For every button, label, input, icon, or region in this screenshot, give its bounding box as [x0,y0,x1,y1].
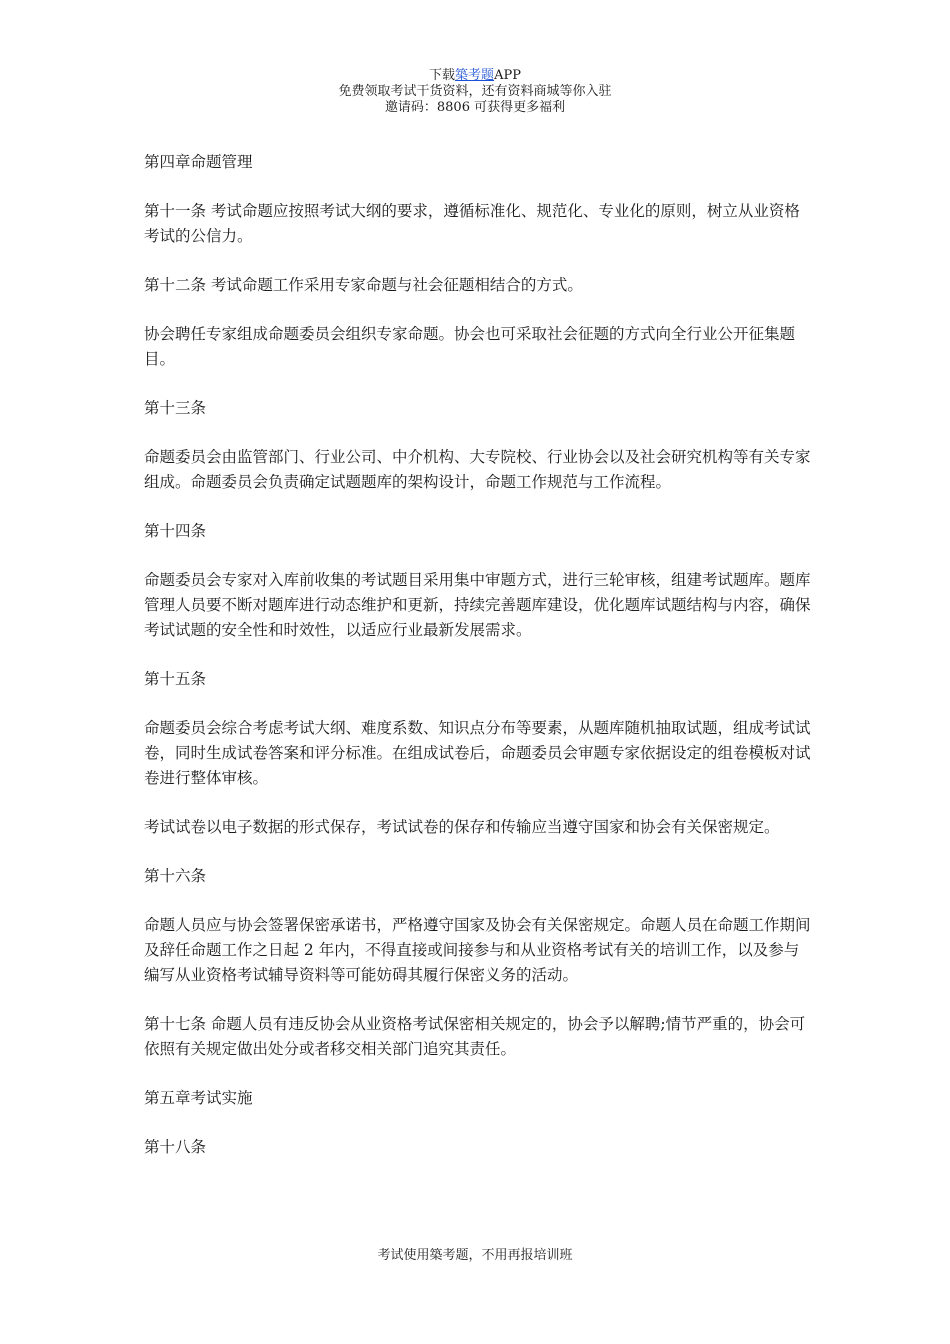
article-paragraph: 第十二条 考试命题工作采用专家命题与社会征题相结合的方式。 [144,276,583,294]
download-line [0,68,950,84]
chapter-heading: 第四章命题管理 [144,153,253,171]
article-paragraph: 协会聘任专家组成命题委员会组织专家命题。协会也可采取社会征题的方式向全行业公开征集题目。 [144,325,796,368]
article-paragraph: 考试试卷以电子数据的形式保存，考试试卷的保存和传输应当遵守国家和协会有关保密规定。 [144,818,780,836]
article-paragraph: 第十七条 命题人员有违反协会从业资格考试保密相关规定的，协会予以解聘;情节严重的，协会可依照有关规定做出处分或者移交相关部门追究其责任。 [144,1015,806,1058]
article-heading: 第十四条 [144,522,207,540]
article-paragraph: 第十一条 考试命题应按照考试大纲的要求，遵循标准化、规范化、专业化的原则，树立从业资格考试的公信力。 [144,202,800,245]
article-paragraph: 命题委员会专家对入库前收集的考试题目采用集中审题方式，进行三轮审核，组建考试题库。题库管理人员要不断对题库进行动态维护和更新，持续完善题库建设，优化题库试题结构与内容，确保考试试题的安全性和时效性，以适应行业最新发展需求。 [144,571,811,639]
promo-line: 免费领取考试干货资料，还有资料商城等你入驻 [338,84,612,99]
article-paragraph: 命题委员会由监管部门、行业公司、中介机构、大专院校、行业协会以及社会研究机构等有关专家组成。命题委员会负责确定试题题库的架构设计，命题工作规范与工作流程。 [144,448,811,491]
article-heading: 第十八条 [144,1138,207,1156]
article-heading: 第十六条 [144,867,207,885]
article-heading: 第十三条 [144,399,207,417]
download-prefix: 下载 [429,68,456,83]
invite-code-line: 邀请码：8806 可获得更多福利 [384,100,566,115]
app-link[interactable]: 築考题 [455,68,495,83]
chapter-heading: 第五章考试实施 [144,1089,253,1107]
page-header [0,68,950,116]
article-paragraph: 命题委员会综合考虑考试大纲、难度系数、知识点分布等要素，从题库随机抽取试题，组成考试试卷，同时生成试卷答案和评分标准。在组成试卷后，命题委员会审题专家依据设定的组卷模板对试卷进行整体审核。 [144,719,811,787]
document-body [144,150,814,1184]
page-footer: 考试使用築考题，不用再报培训班 [377,1248,573,1263]
download-suffix: APP [494,68,521,83]
article-paragraph: 命题人员应与协会签署保密承诺书，严格遵守国家及协会有关保密规定。命题人员在命题工作期间及辞任命题工作之日起 2 年内，不得直接或间接参与和从业资格考试有关的培训工作，以及参与编写从业资格考试辅导资料等可能妨碍其履行保密义务的活动。 [144,916,811,984]
article-heading: 第十五条 [144,670,207,688]
